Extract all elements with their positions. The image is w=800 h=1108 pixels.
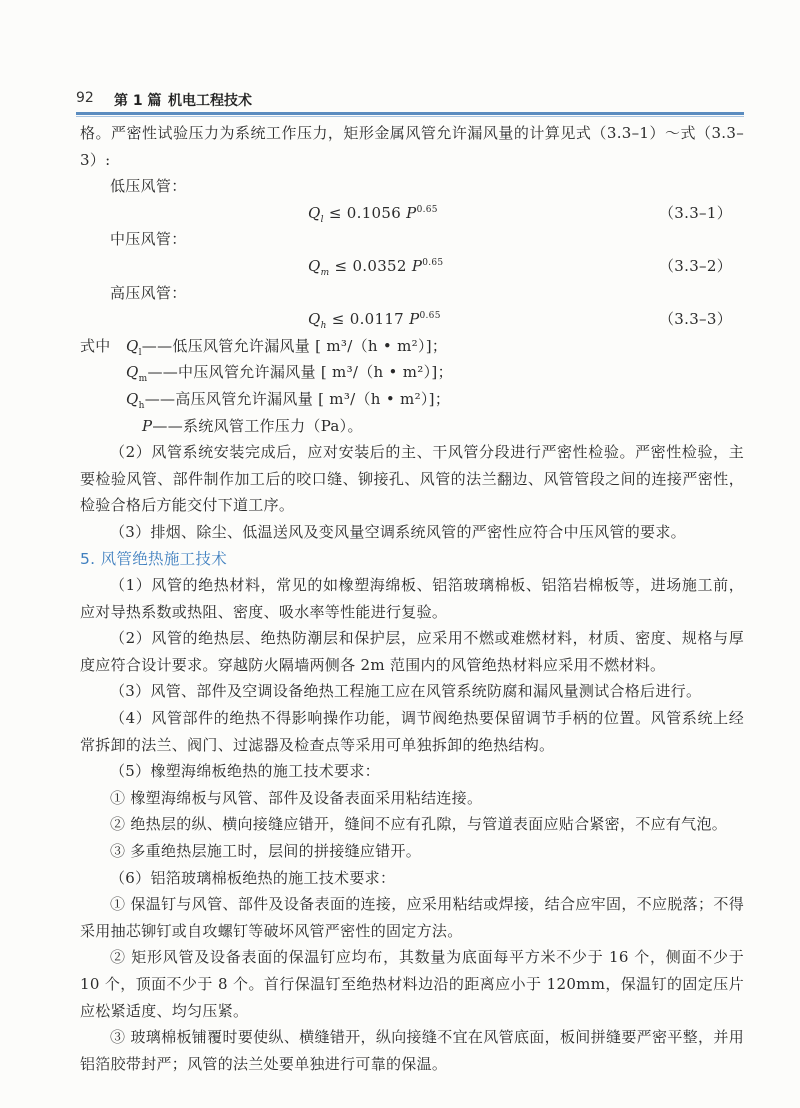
section-heading: 5. 风管绝热施工技术 [80,549,228,568]
chapter-title: 机电工程技术 [168,93,252,109]
formula-medium: $Q_m \le 0.0352$ $P^{0.65}$ [308,256,444,278]
section5-item-5-1: ① 橡塑海绵板与风管、部件及设备表面采用粘结连接。 [110,788,483,807]
section5-item-6: （6）铝箔玻璃棉板绝热的施工技术要求： [110,868,396,887]
paragraph-2: （2）风管系统安装完成后，应对安装后的主、干风管分段进行严密性检验。严密性检验，主要检验风管、部件制作加工后的咬口缝、铆接孔、风管的法兰翻边、风管管段之间的连接严密性，检验合格后方能交付下道工序。 [80,443,744,515]
where-row [80,413,744,440]
formula-label-medium: 中压风管： [110,230,187,249]
section5-item-4: （4）风管部件的绝热不得影响操作功能，调节阀绝热要保留调节手柄的位置。风管系统上经常拆卸的法兰、阀门、过滤器及检查点等采用可单独拆卸的绝热结构。 [80,709,744,754]
where-row [80,333,744,360]
formula-high: $Q_h \le 0.0117$ $P^{0.65}$ [308,310,441,332]
where-lead: 式中 [80,336,111,355]
section5-item-3: （3）风管、部件及空调设备绝热工程施工应在风管系统防腐和漏风量测试合格后进行。 [110,682,702,701]
header-rule [76,112,744,115]
formula-row-high [80,306,744,333]
section5-item-6-1: ① 保温钉与风管、部件及设备表面的连接，应采用粘结或焊接，结合应牢固，不应脱落；不得采用抽芯铆钉或自攻螺钉等破坏风管严密性的固定方法。 [80,895,744,940]
body-text [80,120,744,1077]
section5-item-5: （5）橡塑海绵板绝热的施工技术要求： [110,762,380,781]
part-label: 第 1 篇 [114,93,162,109]
section5-item-5-3: ③ 多重绝热层施工时，层间的拼接缝应错开。 [110,842,422,861]
formula-row-medium [80,253,744,280]
equation-number: （3.3–2） [659,256,732,275]
page-number: 92 [76,90,94,106]
where-row [80,386,744,413]
header-rule-thin [76,116,744,117]
where-definition: $Q_h——$高压风管允许漏风量 [ m³/（h • m²）]； [126,389,451,411]
where-row [80,359,744,386]
intro-paragraph: 格。严密性试验压力为系统工作压力，矩形金属风管允许漏风量的计算见式（3.3–1）～式（3.3–3）: [80,124,744,169]
where-definition: $Q_m——$中压风管允许漏风量 [ m³/（h • m²）]； [126,363,453,385]
equation-number: （3.3–3） [659,310,732,329]
formula-row-low [80,200,744,227]
equation-number: （3.3–1） [659,203,732,222]
where-definition: P——系统风管工作压力（Pa）。 [142,416,363,435]
section5-item-2: （2）风管的绝热层、绝热防潮层和保护层，应采用不燃或难燃材料，材质、密度、规格与厚度应符合设计要求。穿越防火隔墙两侧各 2m 范围内的风管绝热材料应采用不燃材料。 [80,629,744,674]
paragraph-3: （3）排烟、除尘、低温送风及变风量空调系统风管的严密性应符合中压风管的要求。 [110,522,686,541]
section5-item-5-2: ② 绝热层的纵、横向接缝应错开，缝间不应有孔隙，与管道表面应贴合紧密，不应有气泡。 [110,815,728,834]
where-definition: $Q_l——$低压风管允许漏风量 [ m³/（h • m²）]； [126,336,448,358]
page-header [76,88,744,114]
formula-low: $Q_l \le 0.1056$ $P^{0.65}$ [308,203,438,225]
section5-item-1: （1）风管的绝热材料，常见的如橡塑海绵板、铝箔玻璃棉板、铝箔岩棉板等，进场施工前，应对导热系数或热阻、密度、吸水率等性能进行复验。 [80,576,744,621]
section5-item-6-3: ③ 玻璃棉板铺覆时要使纵、横缝错开，纵向接缝不宜在风管底面，板间拼缝要严密平整，并用铝箔胶带封严；风管的法兰处要单独进行可靠的保温。 [80,1028,744,1073]
formula-label-high: 高压风管： [110,283,187,302]
formula-label-low: 低压风管： [110,177,187,196]
section5-item-6-2: ② 矩形风管及设备表面的保温钉应均布，其数量为底面每平方米不少于 16 个，侧面不少于 10 个，顶面不少于 8 个。首行保温钉至绝热材料边沿的距离应小于 120mm，保温钉的固定压片应松紧适度、均匀压紧。 [80,948,744,1020]
